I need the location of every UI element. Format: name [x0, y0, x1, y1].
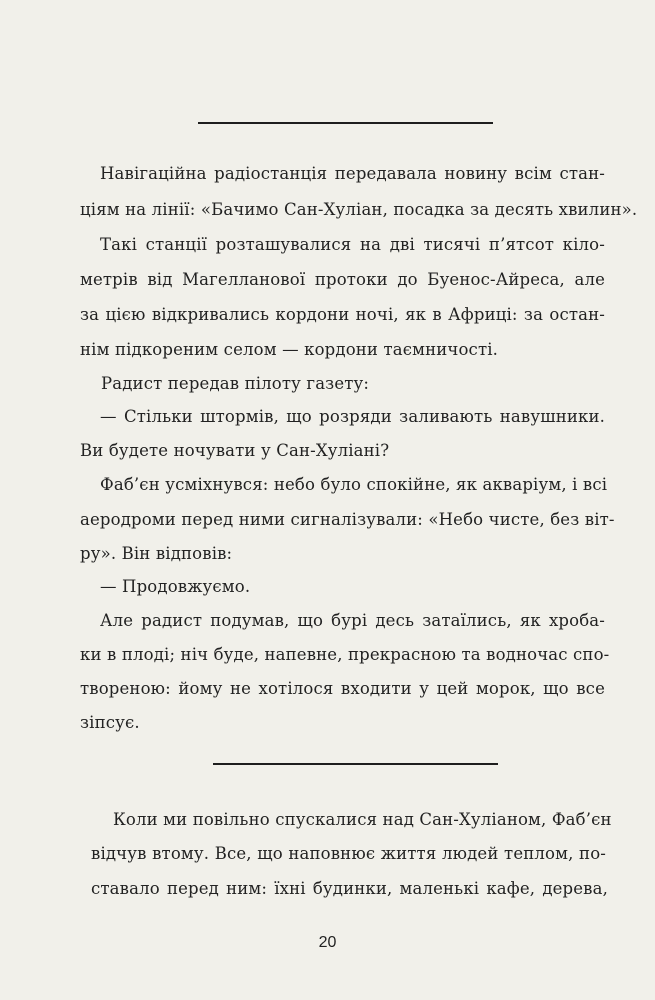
- text-line: за цією відкривались кордони ночі, як в Африці: за остан-: [80, 305, 605, 324]
- text-line: Ви будете ночувати у Сан-Хуліані?: [80, 441, 390, 460]
- text-line: — Продовжуємо.: [100, 577, 251, 596]
- text-line: ставало перед ним: їхні будинки, маленькі кафе, дерева,: [91, 879, 608, 898]
- text-line: Радист передав пілоту газету:: [101, 374, 370, 393]
- text-line: аеродроми перед ними сигналізували: «Небо чисте, без віт-: [80, 510, 615, 529]
- page-number: 20: [318, 934, 337, 951]
- text-line: метрів від Магелланової протоки до Буенос-Айреса, але: [80, 270, 605, 289]
- section-divider: [213, 763, 498, 765]
- text-line: нім підкореним селом — кордони таємничості.: [80, 340, 499, 359]
- text-line: Навігаційна радіостанція передавала новину всім стан-: [100, 164, 605, 183]
- text-line: — Стільки штормів, що розряди заливають навушники.: [100, 407, 605, 426]
- text-line: Фаб’єн усміхнувся: небо було спокійне, як акваріум, і всі: [100, 475, 608, 494]
- text-line: Коли ми повільно спускалися над Сан-Хуліаном, Фаб’єн: [113, 810, 612, 829]
- text-line: ки в плоді; ніч буде, напевне, прекрасною та водночас спо-: [80, 645, 610, 664]
- text-line: зіпсує.: [80, 713, 140, 732]
- text-line: Але радист подумав, що бурі десь затаїлись, як хроба-: [100, 611, 605, 630]
- section-divider-top: [198, 122, 493, 124]
- text-line: твореною: йому не хотілося входити у цей морок, що все: [80, 679, 605, 698]
- text-line: ціям на лінії: «Бачимо Сан-Хуліан, посадка за десять хвилин».: [80, 200, 638, 219]
- text-line: Такі станції розташувалися на дві тисячі п’ятсот кіло-: [100, 235, 605, 254]
- text-line: відчув втому. Все, що наповнює життя людей теплом, по-: [91, 844, 606, 863]
- text-line: ру». Він відповів:: [80, 544, 233, 563]
